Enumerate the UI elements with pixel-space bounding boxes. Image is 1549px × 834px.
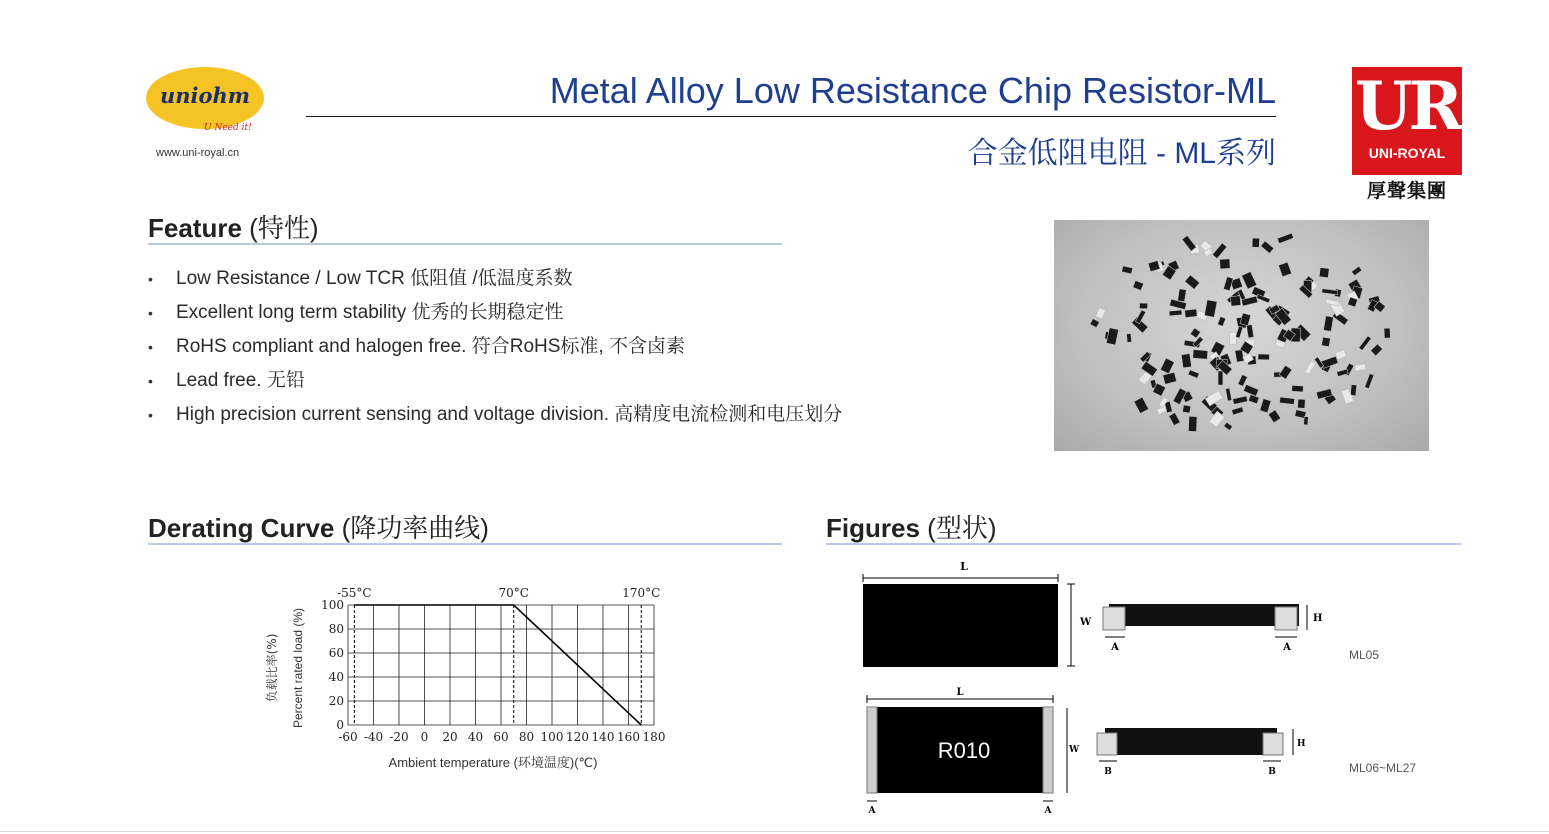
- chip-resistor: [1232, 407, 1244, 415]
- y-axis-label: Percent rated load (%): [291, 607, 305, 729]
- chip-resistor: [1319, 268, 1329, 278]
- chip-pile: [1054, 220, 1429, 451]
- chip-resistors-photo: [1054, 220, 1429, 451]
- feature-divider: [148, 243, 782, 245]
- derating-heading-cn: (降功率曲线): [341, 513, 489, 543]
- chip-resistor: [1350, 385, 1356, 396]
- chip-resistor: [1193, 350, 1208, 360]
- chip-resistor: [1230, 296, 1241, 306]
- x-tick-label: 0: [420, 730, 429, 744]
- chip-resistor: [1292, 385, 1304, 392]
- y-tick-label: 80: [328, 622, 344, 636]
- website-url: www.uni-royal.cn: [156, 147, 240, 159]
- chip-resistor: [1096, 308, 1106, 319]
- chip-resistor: [1233, 396, 1248, 404]
- bullet-icon: •: [148, 305, 153, 321]
- chip-resistor: [1258, 354, 1270, 360]
- derating-divider: [148, 543, 782, 545]
- chip-resistor: [1298, 399, 1306, 408]
- derating-chart: [250, 580, 690, 780]
- feature-heading-cn: (特性): [249, 213, 319, 243]
- logo-tagline: U Need it!: [204, 123, 252, 133]
- chip-resistor: [1230, 332, 1237, 344]
- chip-resistor: [1190, 328, 1200, 338]
- x-tick-label: 40: [467, 730, 484, 744]
- derating-line: [354, 605, 641, 725]
- chip-resistor: [1226, 388, 1232, 401]
- chip-resistor: [1304, 417, 1309, 425]
- annotation-label: -55°C: [337, 586, 372, 600]
- feature-heading-en: Feature: [148, 213, 242, 243]
- feature-text: RoHS compliant and halogen free. 符合RoHS标准, 不含卤素: [176, 336, 685, 357]
- chip-resistor: [1188, 370, 1199, 378]
- feature-item: [148, 297, 564, 324]
- y-tick-label: 40: [328, 670, 344, 684]
- dim-a-label: A: [1111, 642, 1119, 653]
- chip-resistor: [1337, 369, 1348, 376]
- bullet-icon: •: [148, 271, 153, 287]
- chip-resistor: [1261, 241, 1274, 254]
- x-tick-label: -40: [363, 730, 384, 744]
- bullet-icon: •: [148, 339, 153, 355]
- chip-resistor: [1359, 336, 1371, 351]
- chip-resistor: [1134, 397, 1149, 413]
- chip-resistor: [1236, 326, 1243, 338]
- chip-resistor: [1178, 289, 1187, 302]
- chip-resistor: [1260, 399, 1271, 413]
- feature-heading: [148, 208, 318, 245]
- uniohm-logo: [146, 67, 266, 137]
- chip-resistor: [1218, 317, 1226, 327]
- x-tick-label: 80: [518, 730, 535, 744]
- chip-resistor: [1163, 372, 1177, 384]
- chip-resistor: [1106, 328, 1118, 345]
- logo-text: uniohm: [159, 83, 250, 108]
- x-tick-label: -60: [338, 730, 358, 744]
- x-tick-label: 100: [540, 730, 564, 744]
- y-tick-label: 20: [328, 694, 344, 708]
- chip-resistor: [1243, 384, 1258, 396]
- chip-resistor: [1323, 316, 1333, 331]
- dim-a-label: A: [868, 806, 876, 816]
- brand-name: UNI-ROYAL: [1368, 145, 1446, 161]
- chip-resistor: [1355, 364, 1366, 371]
- chip-resistor: [1185, 275, 1200, 289]
- dim-l-label: L: [956, 687, 964, 698]
- bullet-icon: •: [148, 407, 153, 423]
- page-bottom-divider: [0, 831, 1549, 832]
- chart-grid: [348, 605, 654, 725]
- chip-resistor: [1322, 337, 1331, 347]
- feature-text: Lead free. 无铅: [176, 370, 305, 391]
- chip-resistor: [1218, 371, 1223, 385]
- feature-item: [148, 263, 573, 290]
- dim-a-label: A: [1044, 806, 1052, 816]
- chip-resistor: [1181, 354, 1191, 368]
- figures-divider: [826, 543, 1461, 545]
- feature-text: High precision current sensing and voltage division. 高精度电流检测和电压划分: [176, 404, 843, 425]
- ml05-label: ML05: [1349, 648, 1380, 662]
- chip-resistor: [1246, 325, 1253, 338]
- figures-heading-en: Figures: [826, 513, 920, 543]
- figures-drawings: [855, 555, 1455, 820]
- feature-item: [148, 365, 305, 392]
- x-tick-label: 160: [617, 730, 640, 744]
- derating-heading: [148, 508, 489, 545]
- y-tick-label: 100: [321, 598, 344, 612]
- feature-text: Low Resistance / Low TCR 低阻值 /低温度系数: [176, 268, 573, 289]
- feature-text: Excellent long term stability 优秀的长期稳定性: [176, 302, 564, 323]
- x-tick-label: 180: [642, 730, 666, 744]
- dim-w-label: W: [1069, 745, 1080, 755]
- chip-resistor: [1122, 266, 1133, 274]
- chip-resistor: [1212, 243, 1227, 259]
- ml05-side-view: [1103, 604, 1322, 653]
- chip-resistor: [1188, 416, 1197, 431]
- chip-resistor: [1277, 233, 1293, 243]
- chip-resistor: [1224, 422, 1233, 430]
- chip-resistor: [1352, 266, 1362, 275]
- chip-resistor: [1240, 313, 1251, 326]
- chip-resistor: [1133, 280, 1144, 290]
- chip-resistor: [1183, 405, 1191, 413]
- chip-resistor: [1169, 310, 1182, 316]
- chip-resistor: [1371, 344, 1383, 356]
- y-axis-label-cn: 负载比率(%): [265, 633, 279, 703]
- page-title: Metal Alloy Low Resistance Chip Resistor-ML: [549, 70, 1276, 111]
- figures-heading-cn: (型状): [927, 513, 997, 543]
- derating-heading-en: Derating Curve: [148, 513, 335, 543]
- chip-resistor: [1252, 238, 1259, 247]
- bullet-icon: •: [148, 373, 153, 389]
- chip-resistor: [1248, 395, 1259, 404]
- dim-b-label: B: [1268, 767, 1276, 777]
- brand-name-cn: 厚聲集團: [1366, 180, 1447, 202]
- title-divider: [306, 116, 1276, 117]
- y-tick-label: 0: [336, 718, 344, 732]
- chip-resistor: [1235, 350, 1244, 363]
- figures-heading: [826, 508, 996, 545]
- resistor-marking: R010: [937, 738, 991, 763]
- chip-resistor: [1365, 374, 1374, 389]
- feature-item: [148, 399, 842, 426]
- chip-resistor: [1279, 397, 1294, 404]
- x-tick-label: 20: [442, 730, 458, 744]
- ml06-side-view: [1097, 728, 1306, 777]
- chip-resistor: [1160, 358, 1174, 374]
- dim-h-label: H: [1313, 613, 1323, 624]
- dim-b-label: B: [1104, 767, 1112, 777]
- annotation-label: 170°C: [622, 586, 661, 600]
- dim-l-label: L: [960, 560, 968, 573]
- chip-resistor: [1182, 235, 1196, 251]
- dim-h-label: H: [1297, 739, 1306, 749]
- chip-resistor: [1220, 259, 1231, 269]
- chip-resistor: [1384, 328, 1390, 338]
- page-subtitle: 合金低阻电阻 - ML系列: [967, 137, 1276, 170]
- x-tick-label: 120: [566, 730, 589, 744]
- annotation-label: 70°C: [498, 586, 529, 600]
- dim-a-label: A: [1283, 642, 1291, 653]
- x-axis-label: Ambient temperature (环境温度)(℃): [388, 755, 598, 770]
- ml06-ml27-label: ML06~ML27: [1349, 761, 1417, 775]
- dim-w-label: W: [1080, 617, 1092, 628]
- ml06-top-view: [867, 687, 1080, 816]
- chip-resistor: [1127, 334, 1132, 343]
- x-tick-label: -20: [389, 730, 409, 744]
- x-tick-label: 140: [591, 730, 615, 744]
- chip-resistor: [1090, 319, 1099, 328]
- chip-resistor: [1335, 349, 1347, 359]
- chip-resistor: [1169, 413, 1180, 426]
- ml05-top-view: [863, 560, 1092, 667]
- brand-letters: UR: [1354, 67, 1460, 145]
- chip-resistor: [1223, 277, 1233, 291]
- y-tick-label: 60: [328, 646, 344, 660]
- chip-resistor: [1139, 303, 1147, 309]
- uni-royal-logo: [1352, 67, 1462, 175]
- chip-resistor: [1185, 309, 1198, 318]
- feature-item: [148, 331, 685, 358]
- chip-resistor: [1204, 300, 1217, 317]
- chip-resistor: [1305, 361, 1316, 375]
- x-tick-label: 60: [493, 730, 509, 744]
- chip-resistor: [1268, 410, 1280, 423]
- chip-resistor: [1278, 262, 1291, 277]
- chart-marks: [321, 586, 665, 744]
